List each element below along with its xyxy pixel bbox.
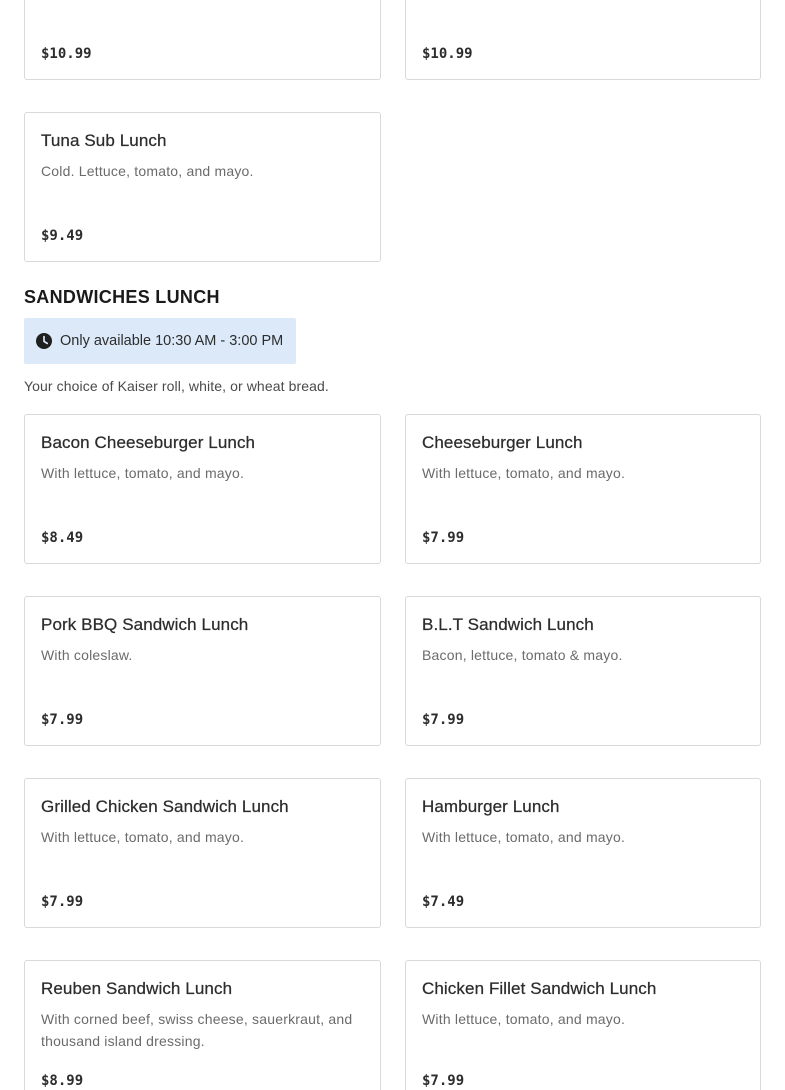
menu-item-card[interactable] — [24, 596, 381, 746]
section-description: Your choice of Kaiser roll, white, or wheat bread. — [24, 378, 329, 394]
item-price: $7.99 — [41, 894, 84, 910]
item-price: $10.99 — [422, 46, 473, 62]
item-description: Bacon, lettuce, tomato & mayo. — [422, 647, 623, 663]
item-name: Hamburger Lunch — [422, 797, 560, 816]
item-name: Pork BBQ Sandwich Lunch — [41, 615, 249, 634]
item-description: Cold. Lettuce, tomato, and mayo. — [41, 163, 254, 179]
item-description: With lettuce, tomato, and mayo. — [41, 829, 245, 845]
item-price: $7.49 — [422, 894, 465, 910]
availability-text: Only available 10:30 AM - 3:00 PM — [60, 333, 284, 349]
item-price: $10.99 — [41, 46, 92, 62]
item-description: With lettuce, tomato, and mayo. — [422, 1011, 626, 1027]
item-description: With corned beef, swiss cheese, sauerkraut, and thousand island dressing. — [41, 1011, 353, 1049]
item-name: Bacon Cheeseburger Lunch — [41, 433, 256, 452]
item-description: With lettuce, tomato, and mayo. — [41, 465, 245, 481]
item-price: $9.49 — [41, 228, 84, 244]
item-price: $8.49 — [41, 530, 84, 546]
menu-item-card[interactable] — [24, 778, 381, 928]
item-price: $7.99 — [422, 1073, 465, 1089]
item-price: $8.99 — [41, 1073, 84, 1089]
menu-item-card[interactable] — [405, 960, 761, 1090]
item-price: $7.99 — [41, 712, 84, 728]
item-description: With coleslaw. — [41, 647, 133, 663]
item-price: $7.99 — [422, 712, 465, 728]
menu-item-card[interactable] — [405, 0, 761, 80]
section-title: SANDWICHES LUNCH — [24, 287, 220, 307]
availability-banner — [24, 318, 296, 364]
menu-item-card[interactable] — [24, 112, 381, 262]
item-name: Grilled Chicken Sandwich Lunch — [41, 797, 289, 816]
menu-item-card[interactable] — [405, 414, 761, 564]
item-name: Tuna Sub Lunch — [41, 131, 167, 150]
item-name: Cheeseburger Lunch — [422, 433, 583, 452]
menu-item-card[interactable] — [24, 960, 381, 1090]
item-name: Reuben Sandwich Lunch — [41, 979, 233, 998]
item-price: $7.99 — [422, 530, 465, 546]
menu-item-card[interactable] — [24, 0, 381, 80]
menu-item-card[interactable] — [405, 778, 761, 928]
item-description: With lettuce, tomato, and mayo. — [422, 465, 626, 481]
item-description: With lettuce, tomato, and mayo. — [422, 829, 626, 845]
clock-icon — [36, 333, 52, 349]
menu-item-card[interactable] — [24, 414, 381, 564]
item-name: Chicken Fillet Sandwich Lunch — [422, 979, 657, 998]
menu-item-card[interactable] — [405, 596, 761, 746]
item-name: B.L.T Sandwich Lunch — [422, 615, 594, 634]
